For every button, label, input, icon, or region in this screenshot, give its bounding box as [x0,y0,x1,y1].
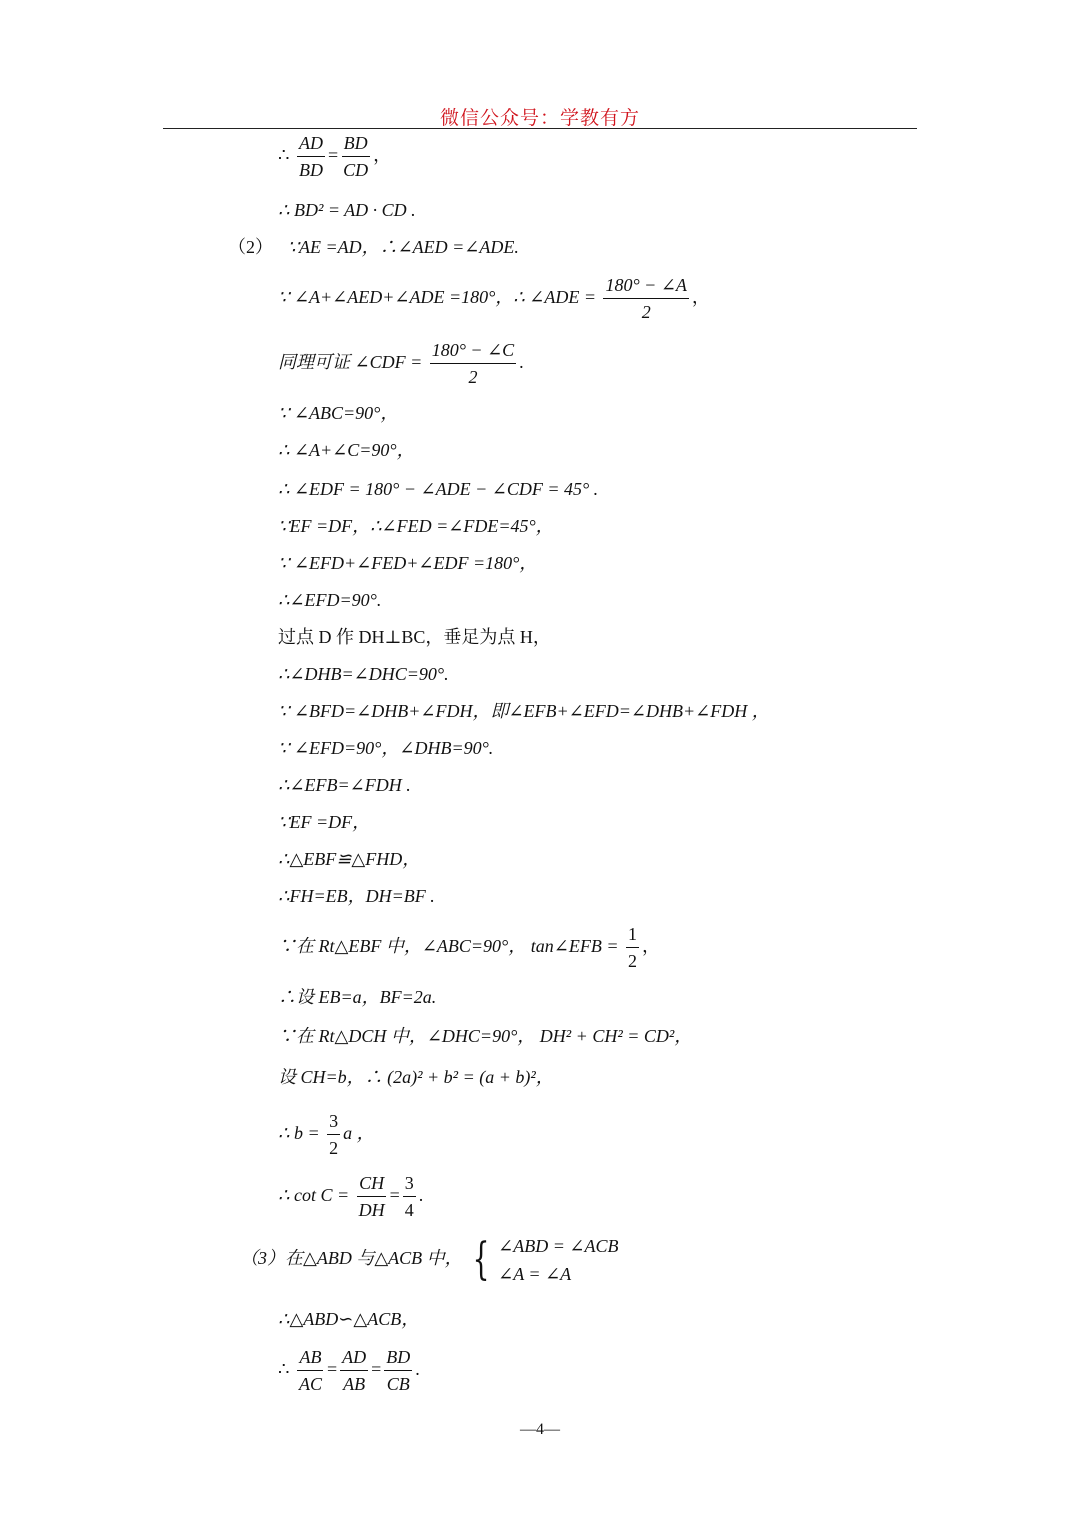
proof-line-22: ∵在 Rt△DCH 中，∠DHC=90°， DH² + CH² = CD²， [278,1026,693,1046]
proof-line-18: ∴△EBF≌△FHD， [278,849,421,869]
denominator: 2 [641,301,651,322]
proof-line-13: ∴∠DHB=∠DHC=90°. [278,664,449,684]
proof-line-21: ∴设 EB=a，BF=2a. [278,987,437,1007]
proof-line-17: ∵EF =DF， [278,812,371,832]
denominator: 2 [468,366,478,387]
proof-line-3 [228,238,519,256]
fraction [340,1347,368,1394]
punctuation: . [415,1358,420,1379]
proof-line-9: ∵EF =DF，∴∠FED =∠FDE=45°， [278,516,554,536]
fraction [384,1347,412,1394]
statement: ∵AE =AD，∴∠AED =∠ADE. [287,237,519,257]
statement: （3）在△ABD 与△ACB 中， [240,1248,463,1269]
numerator: BD [384,1347,412,1371]
proof-line-2: ∴ BD² = AD · CD . [278,200,416,220]
system-row: ∠ABD = ∠ACB [498,1236,619,1256]
fraction [403,1173,416,1220]
proof-line-25 [278,1173,423,1220]
statement: ∵在 Rt△EBF 中，∠ABC=90°， tan∠EFB = [278,935,619,956]
proof-line-5 [278,340,524,387]
numerator: AD [297,133,325,157]
fraction [327,1111,340,1158]
header-rule [163,128,917,129]
page-header-title: 微信公众号：学教有方 [439,107,640,129]
proof-line-23: 设 CH=b，∴ (2a)² + b² = (a + b)²， [278,1067,554,1087]
statement: a ， [343,1122,375,1143]
system-row: ∠A = ∠A [498,1264,572,1284]
numerator: 3 [403,1173,416,1197]
statement: ∵ ∠A+∠AED+∠ADE =180°，∴ ∠ADE = [278,286,596,307]
proof-line-1: ∴ $\frac{AD}{BD}$ = $\frac{BD}{CD}$ ， [278,133,392,180]
page-number: —4— [520,1421,560,1438]
part-label: （2） [228,237,273,257]
statement: 同理可证 ∠CDF = [278,351,423,372]
proof-line-16: ∴∠EFB=∠FDH . [278,775,411,795]
statement: ∴ b = [278,1122,320,1143]
system-rows [498,1237,618,1283]
equals-sign: = [389,1184,400,1205]
denominator: DH [358,1199,385,1220]
therefore-symbol: ∴ [278,1358,290,1379]
proof-line-20 [278,924,660,971]
denominator: AC [298,1373,322,1394]
denominator: CB [386,1373,410,1394]
equation-system [467,1234,619,1285]
proof-line-7: ∴ ∠A+∠C=90°， [278,440,415,460]
numerator: 3 [327,1111,340,1135]
proof-line-6: ∵ ∠ABC=90°， [278,403,399,423]
denominator: 4 [404,1199,414,1220]
fraction [341,133,370,180]
proof-line-24 [278,1111,375,1158]
proof-line-28: ∴ $\frac{AB}{AC}$ = $\frac{AD}{AB}$ = $\frac{BD}{CB}$ . [278,1347,420,1394]
proof-line-19: ∴FH=EB，DH=BF . [278,886,435,906]
proof-line-14: ∵ ∠BFD=∠DHB+∠FDH，即∠EFB+∠EFD=∠DHB+∠FDH ， [278,701,770,721]
numerator: AD [340,1347,368,1371]
denominator: BD [298,159,323,180]
therefore-symbol: ∴ [278,144,290,165]
proof-line-15: ∵ ∠EFD=90°，∠DHB=90°. [278,738,494,758]
proof-line-11: ∴∠EFD=90°. [278,590,382,610]
proof-line-4 [278,275,710,322]
fraction [297,133,325,180]
proof-line-10: ∵ ∠EFD+∠FED+∠EDF =180°， [278,553,538,573]
statement: ∴ cot C = [278,1184,350,1205]
numerator: 180° − ∠C [430,340,516,364]
punctuation: ， [641,935,660,956]
punctuation: . [418,1184,424,1205]
proof-line-26 [240,1234,619,1285]
numerator: 180° − ∠A [603,275,688,299]
proof-line-12: 过点 D 作 DH⊥BC，垂足为点 H， [278,627,551,647]
numerator: 1 [626,924,639,948]
punctuation: ， [373,144,392,165]
punctuation: ， [691,286,710,307]
numerator: AB [297,1347,323,1371]
punctuation: . [519,351,524,372]
denominator: AB [343,1373,366,1394]
numerator: CH [357,1173,386,1197]
fraction [357,1173,387,1220]
fraction [603,275,688,322]
fraction [626,924,639,971]
denominator: 2 [627,950,637,971]
denominator: 2 [329,1137,339,1158]
numerator: BD [342,133,370,157]
left-brace: { [472,1234,490,1285]
proof-line-8: ∴ ∠EDF = 180° − ∠ADE − ∠CDF = 45° . [278,479,599,499]
denominator: CD [343,159,369,180]
fraction [430,340,516,387]
proof-line-27: ∴△ABD∽△ACB， [278,1309,420,1329]
fraction [297,1347,324,1394]
